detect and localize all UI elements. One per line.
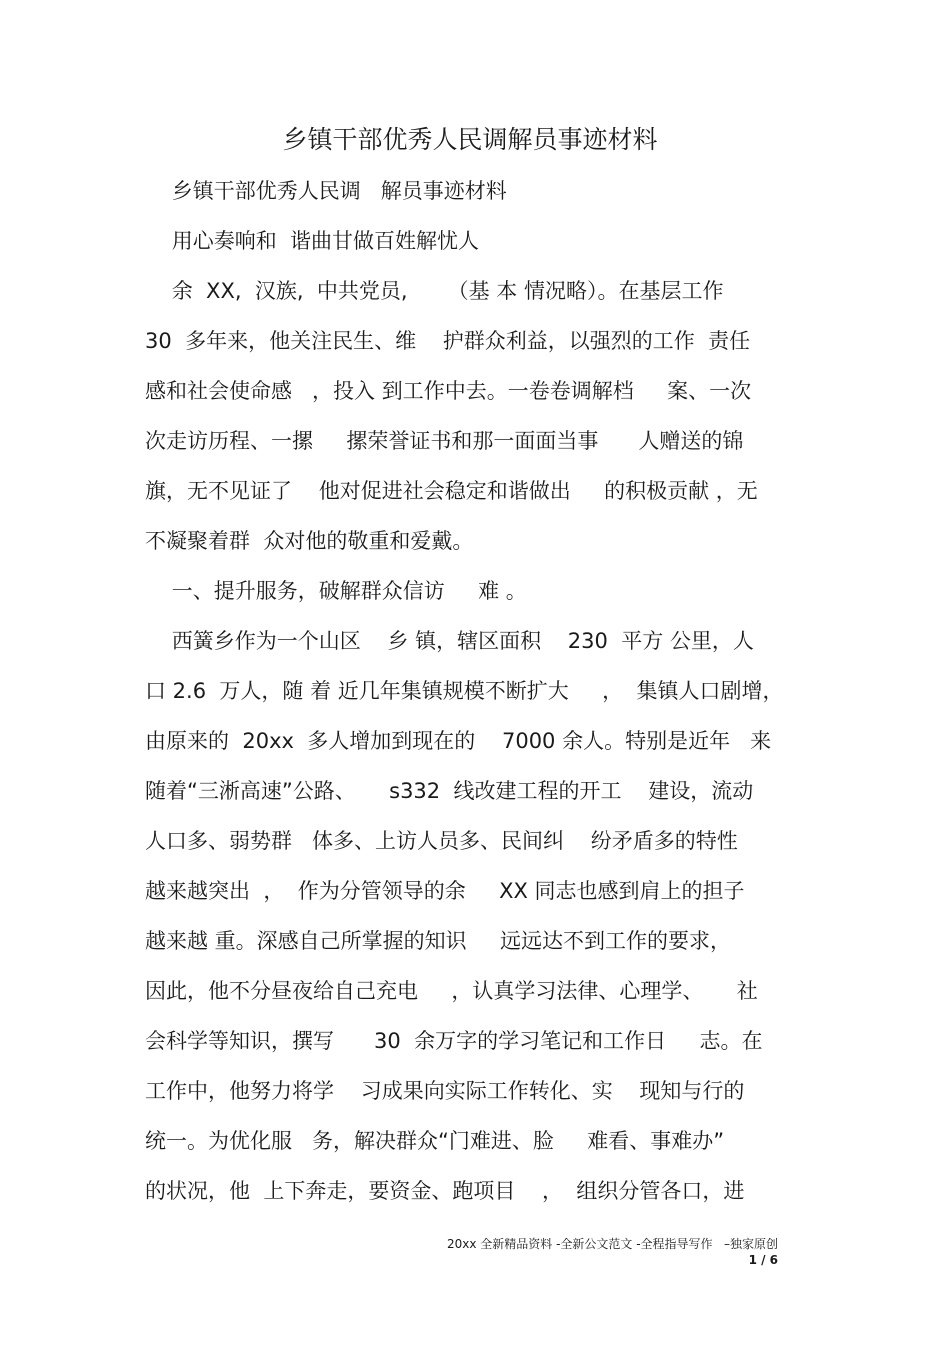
body-line: 用心奏响和 谐曲甘做百姓解忧人 — [145, 229, 480, 253]
body-line: 一、提升服务，破解群众信访 难 。 — [145, 579, 527, 603]
body-line: 越来越 重。深感自己所掌握的知识 远远达不到工作的要求， — [145, 929, 732, 953]
body-line: 西簧乡作为一个山区 乡 镇，辖区面积 230 平方 公里，人 — [145, 629, 754, 653]
body-line: 乡镇干部优秀人民调 解员事迹材料 — [145, 179, 507, 203]
footer-text: 20xx 全新精品资料 -全新公文范文 -全程指导写作 –独家原创 — [446, 1237, 778, 1251]
page-number: 1 / 6 — [748, 1253, 778, 1267]
body-line: 的状况，他 上下奔走，要资金、跑项目 ， 组织分管各口，进 — [145, 1179, 745, 1203]
body-line: 随着“三淅高速”公路、 s332 线改建工程的开工 建设，流动 — [145, 779, 754, 803]
body-line: 会科学等知识，撰写 30 余万字的学习笔记和工作日 志。在 — [145, 1029, 763, 1053]
body-line: 余 XX, 汉族, 中共党员, （基 本 情况略）。在基层工作 — [145, 279, 724, 303]
body-line: 次走访历程、一摞 摞荣誉证书和那一面面当事 人赠送的锦 — [145, 429, 744, 453]
body-line: 工作中，他努力将学 习成果向实际工作转化、实 现知与行的 — [145, 1079, 745, 1103]
body-line: 30 多年来，他关注民生、维 护群众利益，以强烈的工作 责任 — [145, 329, 751, 353]
body-line: 人口多、弱势群 体多、上访人员多、民间纠 纷矛盾多的特性 — [145, 829, 738, 853]
body-line: 旗，无不见证了 他对促进社会稳定和谐做出 的积极贡献 ，无 — [145, 479, 758, 503]
body-line: 因此，他不分昼夜给自己充电 ，认真学习法律、心理学、 社 — [145, 979, 758, 1003]
body-line: 由原来的 20xx 多人增加到现在的 7000 余人。特别是近年 来 — [145, 729, 772, 753]
body-line: 感和社会使命感 ，投入 到工作中去。一卷卷调解档 案、一次 — [145, 379, 752, 403]
document-title: 乡镇干部优秀人民调解员事迹材料 — [282, 125, 658, 154]
body-line: 统一。为优化服 务，解决群众“门难进、脸 难看、事难办” — [145, 1129, 725, 1153]
body-line: 不凝聚着群 众对他的敬重和爱戴。 — [145, 529, 474, 553]
body-line: 口 2.6 万人，随 着 近几年集镇规模不断扩大 ， 集镇人口剧增， — [145, 679, 784, 703]
body-line: 越来越突出 ， 作为分管领导的余 XX 同志也感到肩上的担子 — [145, 879, 745, 903]
